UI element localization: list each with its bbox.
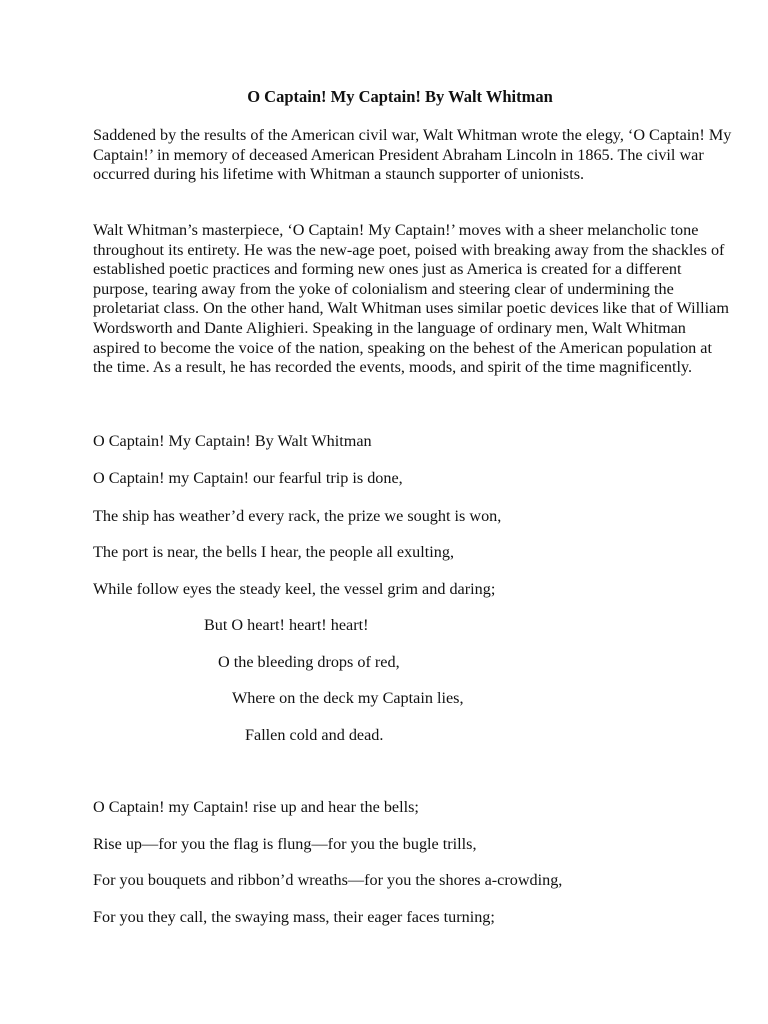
poem-line: O Captain! my Captain! our fearful trip is done, (93, 469, 403, 487)
poem-line: For you they call, the swaying mass, their eager faces turning; (93, 908, 495, 926)
poem-line: Rise up—for you the flag is flung—for you the bugle trills, (93, 835, 477, 853)
poem-heading: O Captain! My Captain! By Walt Whitman (93, 432, 372, 450)
poem-line: While follow eyes the steady keel, the vessel grim and daring; (93, 580, 496, 598)
refrain-line: Fallen cold and dead. (245, 726, 384, 744)
poem-line: For you bouquets and ribbon’d wreaths—for you the shores a-crowding, (93, 871, 563, 889)
poem-line: The port is near, the bells I hear, the people all exulting, (93, 543, 455, 561)
poem-line: The ship has weather’d every rack, the prize we sought is won, (93, 507, 502, 525)
document-title: O Captain! My Captain! By Walt Whitman (247, 87, 553, 106)
refrain-line: O the bleeding drops of red, (218, 653, 400, 671)
analysis-paragraph: Walt Whitman’s masterpiece, ‘O Captain! My Captain!’ moves with a sheer melancholic tone throughout its entirety. He was the new-age poet, poised with breaking away from the shackles of established poetic practices and forming new ones just as America is created for a different purpose, tearing away from the yoke of colonialism and steering clear of undermining the proletariat class. On the other hand, Walt Whitman uses similar poetic devices like that of William Wordsworth and Dante Alighieri. Speaking in the language of ordinary men, Walt Whitman aspired to become the voice of the nation, speaking on the behest of the American population at the time. As a result, he has recorded the events, moods, and spirit of the time magnificently. (93, 221, 729, 377)
poem-line: O Captain! my Captain! rise up and hear the bells; (93, 798, 419, 816)
refrain-line: Where on the deck my Captain lies, (232, 689, 464, 707)
intro-paragraph: Saddened by the results of the American civil war, Walt Whitman wrote the elegy, ‘O Captain! My Captain!’ in memory of deceased American President Abraham Lincoln in 1865. The civil war occurred during his lifetime with Whitman a staunch supporter of unionists. (93, 126, 732, 184)
refrain-line: But O heart! heart! heart! (204, 616, 369, 634)
